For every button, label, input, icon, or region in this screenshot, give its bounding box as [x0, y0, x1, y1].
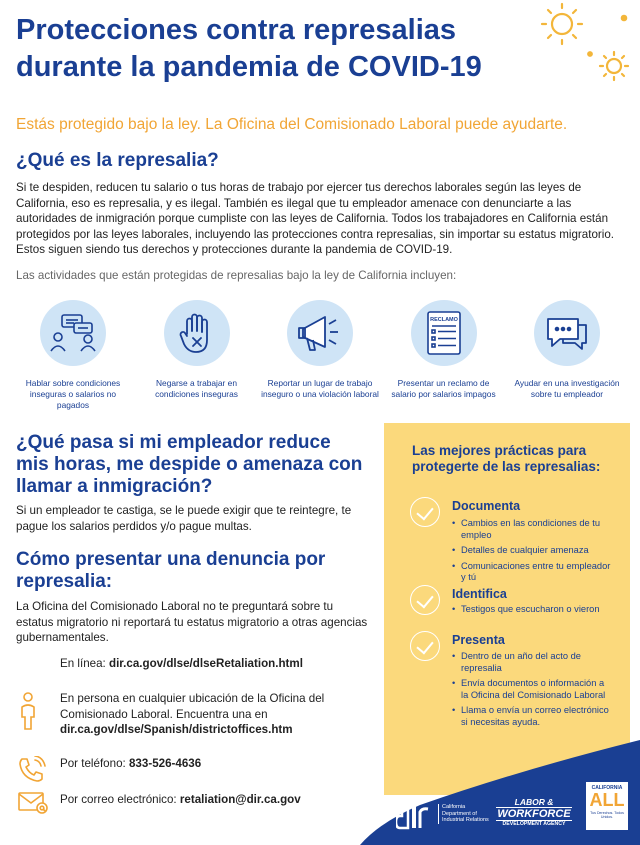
california-all-logo [586, 782, 628, 830]
activity-label: Hablar sobre condiciones inseguras o salarios no pagados [25, 378, 121, 410]
list-item: • Envía documentos o información a la Oficina del Comisionado Laboral [452, 678, 612, 701]
employer-body: Si un empleador te castiga, se le puede exigir que te reintegre, te pague los salarios perdidos y/o pague multas. [16, 504, 352, 533]
offices-link[interactable]: dir.ca.gov/dlse/Spanish/districtoffices.htm [60, 723, 293, 736]
activity-label: Ayudar en una investigación sobre tu empleador [514, 378, 620, 399]
activity-item [508, 300, 626, 411]
list-item: • Llama o envía un correo electrónico si necesitas ayuda. [452, 705, 612, 728]
section-heading: Presenta [452, 633, 505, 647]
ca-all-main: ALL [589, 790, 625, 810]
identifica-list [452, 604, 612, 620]
employer-heading: ¿Qué pasa si mi empleador reduce mis horas, me despide o amenaza con llamar a inmigración? [16, 432, 363, 497]
claim-form-icon [411, 300, 477, 366]
file-claim-heading: Cómo presentar una denuncia por represalia: [16, 549, 326, 592]
speech-bubble-icon [534, 300, 600, 366]
documenta-list [452, 518, 612, 588]
checkmark-icon [410, 585, 440, 615]
activity-label: Reportar un lugar de trabajo inseguro o una violación laboral [261, 378, 379, 399]
activity-label: Negarse a trabajar en condiciones inseguras [155, 378, 238, 399]
checkmark-icon [410, 631, 440, 661]
contact-in-person-label: En persona en cualquier ubicación de la Oficina del Comisionado Laboral. Encuentra una en [60, 692, 325, 721]
dir-logo [396, 800, 489, 839]
stop-hand-icon [164, 300, 230, 366]
page-subtitle: Estás protegido bajo la ley. La Oficina del Comisionado Laboral puede ayudarte. [16, 116, 568, 133]
ca-all-top: CALIFORNIA [591, 785, 623, 791]
what-is-body: Si te despiden, reducen tu salario o tus horas de trabajo por ejercer tus derechos laborales según las leyes de California, eso es represalia, y es ilegal. También es ilegal que tu empleador amenace con denunciarte a las autoridades de inmigración porque cumpliste con las leyes de California. Todos los trabajadores en California están protegidos por las leyes laborales, incluyendo las protecciones contra represalias, sin importar su estatus migratorio. Estos siguen siendo tus derechos y protecciones durante la pandemia de COVID-19. [16, 181, 615, 256]
conversation-icon [40, 300, 106, 366]
activity-item [14, 300, 132, 411]
list-item: • Cambios en las condiciones de tu empleo [452, 518, 612, 541]
lwda-line: WORKFORCE [497, 808, 571, 820]
dir-logo-mark [396, 800, 436, 834]
contact-email-label: Por correo electrónico: [60, 793, 177, 806]
contact-phone-label: Por teléfono: [60, 757, 126, 770]
virus-illustration [528, 2, 638, 82]
contact-online [18, 656, 378, 672]
protected-intro: Las actividades que están protegidas de represalias bajo la ley de California incluyen: [16, 269, 457, 282]
lwda-line: DEVELOPMENT AGENCY [502, 821, 566, 827]
dir-logo-line: Department of [442, 810, 477, 817]
ca-all-sub: Tus Derechos. Todos Unidos. [590, 811, 624, 819]
megaphone-icon [287, 300, 353, 366]
list-item: • Comunicaciones entre tu empleador y tú [452, 561, 612, 584]
dir-logo-line: California [442, 804, 466, 810]
activity-label: Presentar un reclamo de salario por salarios impagos [391, 378, 496, 399]
protected-activities [14, 300, 626, 411]
dir-logo-line: Industrial Relations [442, 817, 489, 823]
online-link[interactable]: dir.ca.gov/dlse/dlseRetaliation.html [109, 657, 303, 670]
activity-item [138, 300, 256, 411]
what-is-heading: ¿Qué es la represalia? [16, 150, 219, 171]
email-address[interactable]: retaliation@dir.ca.gov [179, 793, 301, 806]
contact-online-label: En línea: [60, 657, 106, 670]
checkmark-icon [410, 497, 440, 527]
lwda-logo [496, 798, 572, 828]
list-item: • Testigos que escucharon o vieron [452, 604, 612, 616]
activity-item [261, 300, 379, 411]
page-title: Protecciones contra represalias durante la pandemia de COVID-19 [16, 14, 482, 83]
file-claim-body: La Oficina del Comisionado Laboral no te preguntará sobre tu estatus migratorio ni reportará tu estatus migratorio a otras agencias gubernamentales. [16, 600, 368, 644]
list-item: • Dentro de un año del acto de represalia [452, 651, 612, 674]
section-heading: Identifica [452, 587, 507, 601]
best-practices-title: Las mejores prácticas para protegerte de las represalias: [412, 443, 601, 474]
lwda-line: LABOR & [514, 797, 554, 807]
activity-item [385, 300, 503, 411]
claim-form-label: RECLAMO [429, 317, 458, 323]
list-item: • Detalles de cualquier amenaza [452, 545, 612, 557]
section-heading: Documenta [452, 499, 521, 513]
phone-number[interactable]: 833-526-4636 [128, 757, 202, 770]
